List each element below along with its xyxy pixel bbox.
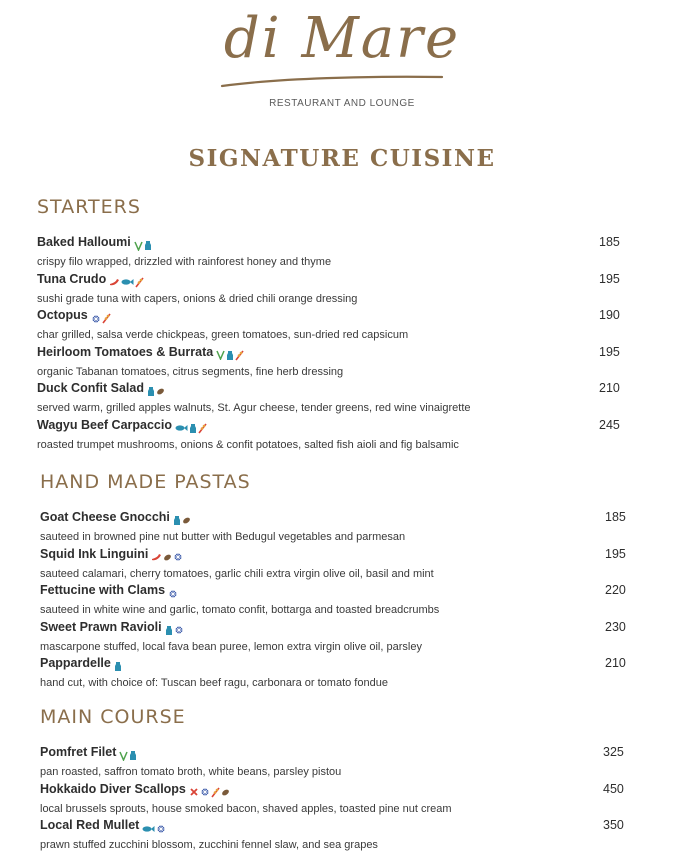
item-description: sauteed calamari, cherry tomatoes, garlic chili extra virgin olive oil, basil and mint bbox=[40, 567, 434, 580]
gluten-icon bbox=[198, 418, 208, 437]
item-price: 350 bbox=[603, 818, 624, 833]
dietary-icons bbox=[165, 620, 185, 635]
dairy-icon bbox=[114, 656, 123, 675]
item-price: 195 bbox=[599, 344, 620, 359]
shellfish-icon bbox=[200, 782, 211, 801]
section-title: MAIN COURSE bbox=[40, 706, 186, 728]
item-description: prawn stuffed zucchini blossom, zucchini fennel slaw, and sea grapes bbox=[40, 839, 378, 852]
item-name: Wagyu Beef Carpaccio bbox=[37, 417, 172, 432]
menu-item bbox=[37, 418, 623, 455]
item-price: 450 bbox=[603, 781, 624, 796]
logo-subtitle: RESTAURANT AND LOUNGE bbox=[269, 98, 415, 109]
item-description: local brussels sprouts, house smoked bacon, shaved apples, toasted pine nut cream bbox=[40, 802, 452, 815]
dietary-icons bbox=[142, 818, 167, 833]
gluten-icon bbox=[102, 308, 112, 327]
dairy-icon bbox=[173, 510, 182, 529]
menu-item bbox=[40, 583, 624, 620]
dietary-icons bbox=[91, 308, 112, 323]
item-description: crispy filo wrapped, drizzled with rainforest honey and thyme bbox=[37, 256, 332, 268]
item-name: Pappardelle bbox=[40, 656, 111, 671]
dietary-icons bbox=[114, 656, 123, 671]
vegetarian-icon bbox=[216, 345, 226, 364]
item-description: sauteed in white wine and garlic, tomato confit, bottarga and toasted breadcrumbs bbox=[40, 604, 440, 617]
vegetarian-icon bbox=[134, 235, 144, 254]
item-name: Local Red Mullet bbox=[40, 818, 140, 833]
section-hand-made-pastas bbox=[40, 470, 624, 693]
menu-list bbox=[40, 510, 624, 693]
fish-icon bbox=[121, 272, 135, 291]
item-name: Sweet Prawn Ravioli bbox=[40, 619, 162, 634]
menu-item bbox=[37, 345, 623, 382]
section-starters bbox=[37, 195, 623, 455]
item-name: Baked Halloumi bbox=[37, 235, 131, 249]
item-name: Fettucine with Clams bbox=[40, 583, 166, 598]
section-main-course bbox=[40, 705, 624, 855]
dietary-icons bbox=[168, 583, 179, 598]
gluten-icon bbox=[235, 345, 245, 364]
dairy-icon bbox=[144, 235, 153, 254]
item-name: Squid Ink Linguini bbox=[40, 546, 149, 561]
nut-icon bbox=[163, 547, 173, 566]
menu-item bbox=[40, 782, 624, 819]
item-description: char grilled, salsa verde chickpeas, green tomatoes, sun-dried red capsicum bbox=[37, 329, 409, 342]
gluten-icon bbox=[135, 272, 145, 291]
item-name: Tuna Crudo bbox=[37, 271, 107, 286]
item-price: 195 bbox=[599, 271, 620, 286]
logo-wordmark: di Mare bbox=[223, 6, 461, 71]
shellfish-icon bbox=[91, 308, 102, 327]
dietary-icons bbox=[216, 345, 245, 360]
item-price: 210 bbox=[599, 381, 620, 396]
item-price: 210 bbox=[605, 656, 626, 671]
item-description: hand cut, with choice of: Tuscan beef ragu, carbonara or tomato fondue bbox=[40, 677, 388, 690]
item-price: 230 bbox=[605, 619, 626, 634]
menu-item bbox=[40, 656, 624, 693]
menu-item bbox=[40, 745, 624, 782]
section-title: STARTERS bbox=[37, 196, 141, 218]
item-price: 185 bbox=[599, 235, 620, 249]
vegetarian-icon bbox=[119, 745, 129, 764]
crustacean-icon bbox=[189, 782, 200, 801]
item-price: 325 bbox=[603, 745, 624, 759]
dairy-icon bbox=[129, 745, 138, 764]
shellfish-icon bbox=[174, 620, 185, 639]
menu-list bbox=[40, 745, 624, 855]
item-price: 190 bbox=[599, 308, 620, 323]
nut-icon bbox=[182, 510, 192, 529]
nut-icon bbox=[156, 381, 166, 400]
item-name: Octopus bbox=[37, 308, 88, 323]
gluten-icon bbox=[211, 782, 221, 801]
dietary-icons bbox=[109, 272, 145, 287]
menu-item bbox=[40, 547, 624, 584]
item-name: Heirloom Tomatoes & Burrata bbox=[37, 344, 214, 359]
restaurant-logo bbox=[0, 0, 684, 120]
shellfish-icon bbox=[173, 547, 184, 566]
item-description: mascarpone stuffed, local fava bean puree, lemon extra virgin olive oil, parsley bbox=[40, 640, 422, 653]
menu-item bbox=[40, 818, 624, 855]
item-price: 185 bbox=[605, 510, 626, 524]
menu-item bbox=[40, 510, 624, 547]
item-description: organic Tabanan tomatoes, citrus segments, fine herb dressing bbox=[37, 365, 344, 378]
fish-icon bbox=[142, 818, 156, 837]
dietary-icons bbox=[175, 418, 208, 433]
item-name: Hokkaido Diver Scallops bbox=[40, 781, 186, 796]
item-name: Goat Cheese Gnocchi bbox=[40, 510, 170, 524]
chili-icon bbox=[109, 272, 121, 291]
menu-item bbox=[40, 620, 624, 657]
dietary-icons bbox=[147, 381, 166, 396]
dairy-icon bbox=[226, 345, 235, 364]
logo-swash-icon bbox=[220, 74, 444, 88]
menu-item bbox=[37, 381, 623, 418]
menu-item bbox=[37, 308, 623, 345]
item-price: 220 bbox=[605, 583, 626, 598]
item-price: 195 bbox=[605, 546, 626, 561]
item-description: served warm, grilled apples walnuts, St. Agur cheese, tender greens, red wine vinaigrette bbox=[37, 402, 471, 415]
dietary-icons bbox=[119, 745, 138, 760]
dietary-icons bbox=[173, 510, 192, 525]
fish-icon bbox=[175, 418, 189, 437]
dairy-icon bbox=[189, 418, 198, 437]
dairy-icon bbox=[147, 381, 156, 400]
chili-icon bbox=[151, 547, 163, 566]
dairy-icon bbox=[165, 620, 174, 639]
dietary-icons bbox=[189, 782, 231, 797]
shellfish-icon bbox=[168, 583, 179, 602]
menu-item bbox=[37, 272, 623, 309]
nut-icon bbox=[221, 782, 231, 801]
page-title: SIGNATURE CUISINE bbox=[188, 145, 496, 172]
dietary-icons bbox=[134, 235, 153, 250]
menu-list bbox=[37, 235, 623, 455]
item-description: roasted trumpet mushrooms, onions & confit potatoes, salted fish aioli and fig balsamic bbox=[37, 438, 459, 451]
item-price: 245 bbox=[599, 417, 620, 432]
shellfish-icon bbox=[156, 818, 167, 837]
dietary-icons bbox=[151, 547, 184, 562]
item-name: Pomfret Filet bbox=[40, 745, 117, 759]
menu-item bbox=[37, 235, 623, 272]
item-description: sauteed in browned pine nut butter with Bedugul vegetables and parmesan bbox=[40, 531, 406, 543]
item-description: sushi grade tuna with capers, onions & dried chili orange dressing bbox=[37, 292, 358, 305]
item-name: Duck Confit Salad bbox=[37, 381, 144, 396]
item-description: pan roasted, saffron tomato broth, white beans, parsley pistou bbox=[40, 766, 342, 778]
section-title: HAND MADE PASTAS bbox=[40, 471, 251, 493]
